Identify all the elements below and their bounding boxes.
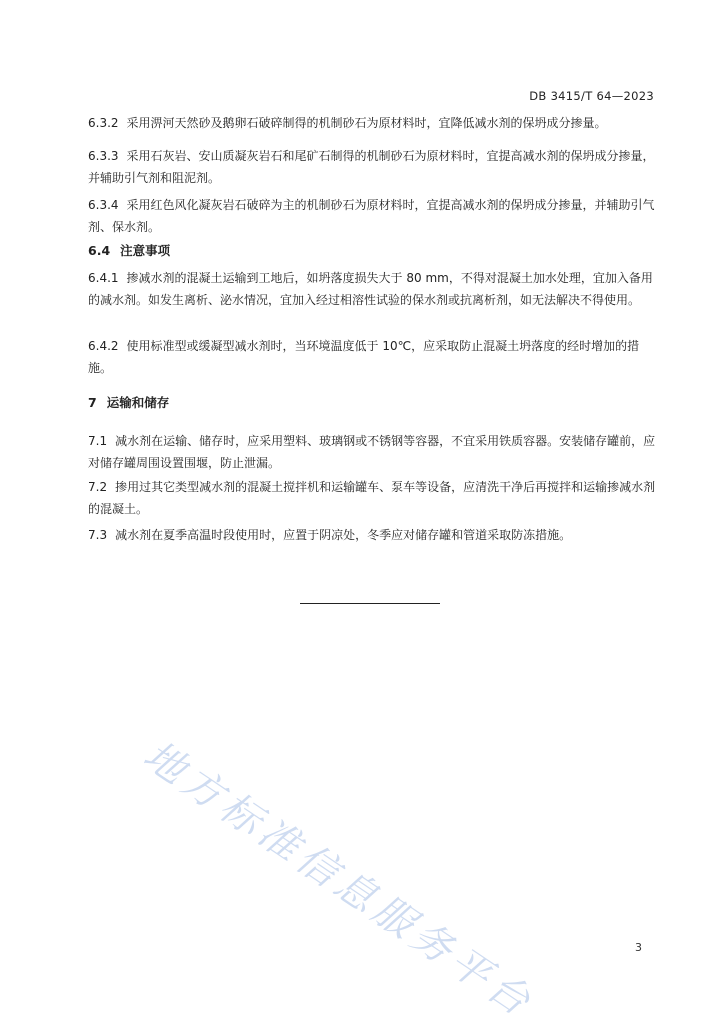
section-title-text: 运输和储存 xyxy=(106,395,170,410)
clause-text: 掺用过其它类型减水剂的混凝土搅拌机和运输罐车、泵车等设备，应清洗干净后再搅拌和运输掺减水剂的混凝土。 xyxy=(88,480,656,516)
section-title-6-4 xyxy=(88,240,170,262)
page-number: 3 xyxy=(635,941,642,954)
section-title-7 xyxy=(88,392,169,414)
end-divider xyxy=(300,603,440,604)
clause-7-3 xyxy=(88,524,658,546)
clause-6-4-1 xyxy=(88,267,658,311)
clause-6-3-3 xyxy=(88,145,658,189)
section-number: 7 xyxy=(88,395,97,410)
clause-number: 7.2 xyxy=(88,480,108,494)
section-title-text: 注意事项 xyxy=(120,243,171,258)
clause-6-4-2 xyxy=(88,335,658,379)
clause-text: 减水剂在运输、储存时，应采用塑料、玻璃钢或不锈钢等容器，不宜采用铁质容器。安装储存罐前，应对储存罐周围设置围堰，防止泄漏。 xyxy=(88,434,656,470)
clause-text: 掺减水剂的混凝土运输到工地后，如坍落度损失大于 80 mm，不得对混凝土加水处理，宜加入备用的减水剂。如发生离析、泌水情况，宜加入经过相溶性试验的保水剂或抗离析剂，如无法解决不得使用。 xyxy=(88,271,653,307)
clause-number: 7.1 xyxy=(88,434,108,448)
clause-7-2 xyxy=(88,476,658,520)
section-number: 6.4 xyxy=(88,243,111,258)
watermark: 地方标准信息服务平台 xyxy=(135,732,543,1028)
clause-number: 6.4.2 xyxy=(88,339,119,353)
clause-number: 6.3.2 xyxy=(88,116,119,130)
clause-7-1 xyxy=(88,430,658,474)
clause-text: 采用石灰岩、安山质凝灰岩石和尾矿石制得的机制砂石为原材料时，宜提高减水剂的保坍成分掺量，并辅助引气剂和阻泥剂。 xyxy=(88,149,655,185)
standard-number: DB 3415/T 64—2023 xyxy=(529,89,654,103)
clause-6-3-2 xyxy=(88,112,658,134)
clause-text: 采用红色风化凝灰岩石破碎为主的机制砂石为原材料时，宜提高减水剂的保坍成分掺量，并辅助引气剂、保水剂。 xyxy=(88,198,655,234)
clause-number: 7.3 xyxy=(88,528,108,542)
clause-number: 6.3.4 xyxy=(88,198,119,212)
clause-number: 6.3.3 xyxy=(88,149,119,163)
clause-text: 减水剂在夏季高温时段使用时，应置于阴凉处，冬季应对储存罐和管道采取防冻措施。 xyxy=(115,528,572,542)
clause-text: 采用淠河天然砂及鹅卵石破碎制得的机制砂石为原材料时，宜降低减水剂的保坍成分掺量。 xyxy=(126,116,607,130)
clause-text: 使用标准型或缓凝型减水剂时，当环境温度低于 10℃，应采取防止混凝土坍落度的经时增加的措施。 xyxy=(88,339,640,375)
clause-6-3-4 xyxy=(88,194,658,238)
clause-number: 6.4.1 xyxy=(88,271,119,285)
